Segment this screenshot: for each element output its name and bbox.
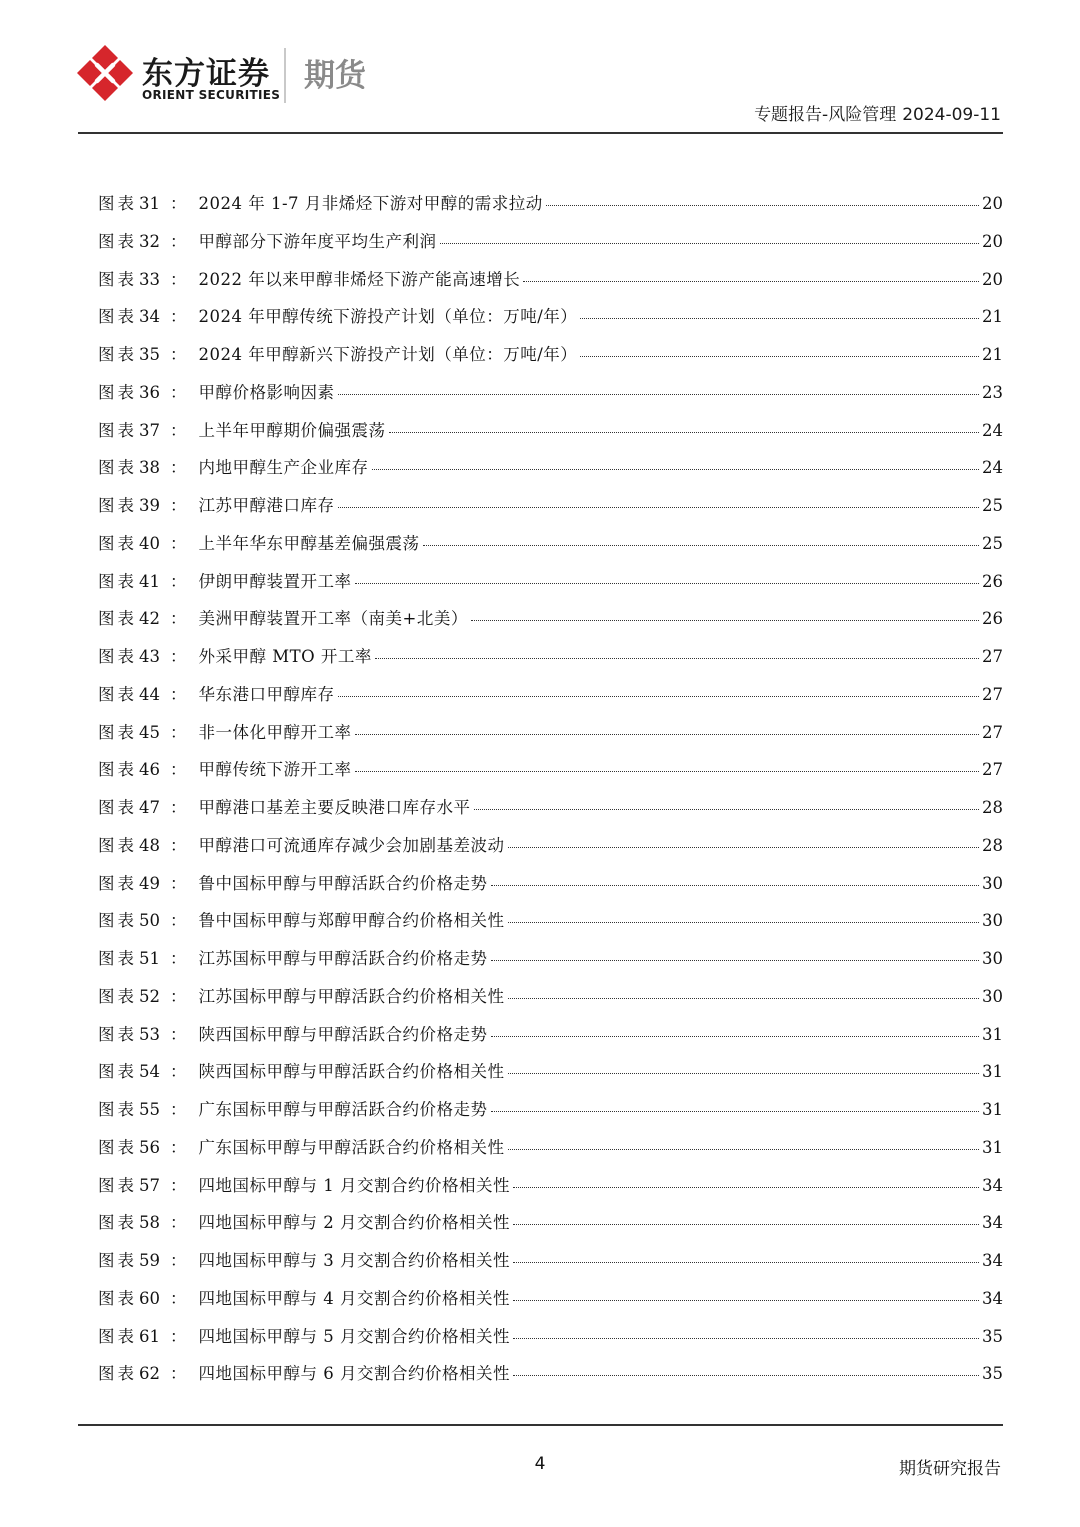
toc-title: 甲醇部分下游年度平均生产利润: [198, 231, 437, 251]
toc-page-number: 35: [982, 1364, 1003, 1384]
toc-colon: ：: [170, 1364, 187, 1384]
toc-colon: ：: [170, 269, 187, 289]
report-date: 2024-09-11: [902, 105, 1001, 125]
toc-entry[interactable]: [98, 1360, 1003, 1398]
toc-page-number: 24: [982, 458, 1003, 478]
toc-figure-number: 47: [139, 798, 160, 817]
toc-leader-dots: [508, 997, 980, 999]
toc-leader-dots: [546, 204, 979, 206]
toc-page-number: 20: [982, 269, 1003, 289]
figure-index: [98, 190, 1003, 1398]
toc-entry[interactable]: [98, 1096, 1003, 1134]
toc-colon: ：: [170, 798, 187, 817]
toc-entry[interactable]: [98, 794, 1003, 832]
header-rule: [78, 132, 1003, 134]
toc-prefix: 图表: [98, 194, 137, 213]
toc-prefix: 图表: [98, 1251, 137, 1270]
toc-title: 四地国标甲醇与 3 月交割合约价格相关性: [198, 1251, 510, 1270]
toc-title: 江苏国标甲醇与甲醇活跃合约价格相关性: [198, 986, 505, 1006]
toc-page-number: 34: [982, 1213, 1003, 1233]
toc-prefix: 图表: [98, 911, 137, 931]
toc-page-number: 30: [982, 911, 1003, 931]
toc-page-number: 27: [982, 647, 1003, 666]
toc-prefix: 图表: [98, 949, 137, 968]
toc-figure-number: 54: [139, 1062, 160, 1082]
toc-title: 甲醇港口可流通库存减少会加剧基差波动: [198, 835, 505, 855]
toc-prefix: 图表: [98, 307, 137, 327]
toc-leader-dots: [389, 431, 980, 433]
toc-figure-number: 53: [139, 1024, 160, 1044]
toc-colon: ：: [170, 911, 187, 931]
toc-page-number: 20: [982, 194, 1003, 213]
toc-leader-dots: [440, 242, 980, 244]
toc-entry[interactable]: [98, 492, 1003, 530]
toc-prefix: 图表: [98, 609, 137, 629]
toc-prefix: 图表: [98, 798, 137, 817]
toc-figure-number: 36: [139, 382, 160, 402]
toc-page-number: 25: [982, 496, 1003, 515]
toc-figure-number: 56: [139, 1137, 160, 1157]
toc-title: 四地国标甲醇与 6 月交割合约价格相关性: [198, 1364, 510, 1384]
toc-colon: ：: [170, 647, 187, 666]
toc-figure-number: 45: [139, 722, 160, 742]
toc-title: 华东港口甲醇库存: [198, 684, 335, 704]
toc-figure-number: 46: [139, 760, 160, 780]
toc-figure-number: 42: [139, 609, 160, 629]
toc-title: 鲁中国标甲醇与郑醇甲醇合约价格相关性: [198, 911, 505, 931]
toc-page-number: 30: [982, 986, 1003, 1006]
toc-title: 内地甲醇生产企业库存: [198, 458, 369, 478]
toc-colon: ：: [170, 382, 187, 402]
toc-title: 美洲甲醇装置开工率（南美+北美）: [198, 609, 468, 629]
toc-page-number: 26: [982, 609, 1003, 629]
toc-figure-number: 31: [139, 194, 160, 213]
toc-entry[interactable]: [98, 568, 1003, 606]
toc-colon: ：: [170, 231, 187, 251]
toc-entry[interactable]: [98, 1323, 1003, 1361]
toc-figure-number: 49: [139, 873, 160, 893]
toc-page-number: 20: [982, 231, 1003, 251]
toc-prefix: 图表: [98, 1137, 137, 1157]
page-number: 4: [534, 1454, 546, 1474]
toc-colon: ：: [170, 307, 187, 327]
toc-page-number: 35: [982, 1326, 1003, 1346]
toc-title: 四地国标甲醇与 5 月交割合约价格相关性: [198, 1326, 510, 1346]
toc-prefix: 图表: [98, 1175, 137, 1195]
toc-prefix: 图表: [98, 1364, 137, 1384]
toc-page-number: 27: [982, 722, 1003, 742]
toc-colon: ：: [170, 1100, 187, 1119]
toc-entry[interactable]: [98, 341, 1003, 379]
toc-colon: ：: [170, 1175, 187, 1195]
toc-title: 2024 年甲醇传统下游投产计划（单位：万吨/年）: [198, 307, 578, 327]
toc-page-number: 23: [982, 382, 1003, 402]
toc-colon: ：: [170, 1288, 187, 1308]
toc-page-number: 21: [982, 307, 1003, 327]
toc-figure-number: 38: [139, 458, 160, 478]
toc-page-number: 31: [982, 1100, 1003, 1119]
toc-leader-dots: [491, 959, 980, 961]
toc-figure-number: 43: [139, 647, 160, 666]
toc-prefix: 图表: [98, 1062, 137, 1082]
toc-entry[interactable]: [98, 832, 1003, 870]
toc-prefix: 图表: [98, 420, 137, 440]
footer-label: 期货研究报告: [899, 1459, 1001, 1479]
toc-colon: ：: [170, 986, 187, 1006]
toc-leader-dots: [508, 1072, 980, 1074]
toc-colon: ：: [170, 1213, 187, 1233]
toc-title: 四地国标甲醇与 4 月交割合约价格相关性: [198, 1288, 510, 1308]
brand-name-en: ORIENT SECURITIES: [142, 88, 281, 102]
toc-entry[interactable]: [98, 266, 1003, 304]
toc-figure-number: 40: [139, 533, 160, 553]
toc-figure-number: 39: [139, 496, 160, 515]
toc-leader-dots: [338, 506, 980, 508]
toc-leader-dots: [513, 1186, 979, 1188]
toc-entry[interactable]: [98, 756, 1003, 794]
toc-page-number: 31: [982, 1062, 1003, 1082]
toc-prefix: 图表: [98, 269, 137, 289]
toc-title: 上半年华东甲醇基差偏强震荡: [198, 533, 420, 553]
toc-page-number: 34: [982, 1175, 1003, 1195]
toc-prefix: 图表: [98, 1024, 137, 1044]
toc-page-number: 31: [982, 1024, 1003, 1044]
toc-page-number: 28: [982, 835, 1003, 855]
toc-leader-dots: [513, 1299, 979, 1301]
toc-leader-dots: [508, 1148, 980, 1150]
toc-page-number: 21: [982, 345, 1003, 364]
toc-leader-dots: [355, 582, 980, 584]
toc-figure-number: 60: [139, 1288, 160, 1308]
toc-title: 广东国标甲醇与甲醇活跃合约价格相关性: [198, 1137, 505, 1157]
toc-title: 2024 年 1-7 月非烯烃下游对甲醇的需求拉动: [198, 194, 543, 213]
page-header: [0, 0, 1080, 140]
toc-colon: ：: [170, 345, 187, 364]
toc-colon: ：: [170, 609, 187, 629]
toc-title: 甲醇价格影响因素: [198, 382, 335, 402]
toc-colon: ：: [170, 1137, 187, 1157]
toc-colon: ：: [170, 1062, 187, 1082]
toc-entry[interactable]: [98, 907, 1003, 945]
toc-leader-dots: [355, 770, 980, 772]
toc-prefix: 图表: [98, 231, 137, 251]
toc-leader-dots: [523, 280, 979, 282]
toc-title: 外采甲醇 MTO 开工率: [198, 647, 372, 666]
toc-leader-dots: [513, 1337, 979, 1339]
toc-leader-dots: [513, 1223, 979, 1225]
toc-prefix: 图表: [98, 873, 137, 893]
toc-colon: ：: [170, 1251, 187, 1270]
footer-rule: [78, 1424, 1003, 1426]
toc-colon: ：: [170, 496, 187, 515]
toc-leader-dots: [423, 544, 980, 546]
toc-leader-dots: [372, 468, 980, 470]
toc-figure-number: 41: [139, 571, 160, 591]
toc-figure-number: 35: [139, 345, 160, 364]
toc-leader-dots: [508, 921, 980, 923]
toc-entry[interactable]: [98, 605, 1003, 643]
toc-title: 2024 年甲醇新兴下游投产计划（单位：万吨/年）: [198, 345, 578, 364]
toc-leader-dots: [491, 1035, 980, 1037]
toc-entry[interactable]: [98, 681, 1003, 719]
toc-entry[interactable]: [98, 719, 1003, 757]
toc-figure-number: 51: [139, 949, 160, 968]
toc-colon: ：: [170, 420, 187, 440]
toc-entry[interactable]: [98, 1058, 1003, 1096]
toc-figure-number: 52: [139, 986, 160, 1006]
toc-leader-dots: [471, 619, 979, 621]
toc-prefix: 图表: [98, 647, 137, 666]
toc-leader-dots: [355, 733, 980, 735]
toc-colon: ：: [170, 533, 187, 553]
toc-figure-number: 32: [139, 231, 160, 251]
toc-colon: ：: [170, 571, 187, 591]
toc-title: 鲁中国标甲醇与甲醇活跃合约价格走势: [198, 873, 488, 893]
toc-leader-dots: [491, 884, 980, 886]
toc-title: 四地国标甲醇与 2 月交割合约价格相关性: [198, 1213, 510, 1233]
toc-page-number: 34: [982, 1288, 1003, 1308]
toc-entry[interactable]: [98, 1134, 1003, 1172]
toc-entry[interactable]: [98, 1247, 1003, 1285]
toc-leader-dots: [508, 846, 980, 848]
toc-entry[interactable]: [98, 417, 1003, 455]
toc-prefix: 图表: [98, 496, 137, 515]
toc-title: 陕西国标甲醇与甲醇活跃合约价格走势: [198, 1024, 488, 1044]
toc-prefix: 图表: [98, 1213, 137, 1233]
toc-colon: ：: [170, 194, 187, 213]
toc-colon: ：: [170, 760, 187, 780]
toc-entry[interactable]: [98, 303, 1003, 341]
toc-entry[interactable]: [98, 945, 1003, 983]
toc-figure-number: 58: [139, 1213, 160, 1233]
toc-prefix: 图表: [98, 684, 137, 704]
toc-colon: ：: [170, 684, 187, 704]
toc-title: 2022 年以来甲醇非烯烃下游产能高速增长: [198, 269, 521, 289]
toc-prefix: 图表: [98, 835, 137, 855]
toc-colon: ：: [170, 873, 187, 893]
brand-name-cn: 东方证券: [142, 56, 270, 92]
toc-entry[interactable]: [98, 228, 1003, 266]
toc-colon: ：: [170, 1024, 187, 1044]
toc-page-number: 27: [982, 760, 1003, 780]
toc-entry[interactable]: [98, 870, 1003, 908]
toc-prefix: 图表: [98, 533, 137, 553]
toc-title: 江苏甲醇港口库存: [198, 496, 335, 515]
toc-page-number: 34: [982, 1251, 1003, 1270]
toc-page-number: 30: [982, 873, 1003, 893]
toc-title: 广东国标甲醇与甲醇活跃合约价格走势: [198, 1100, 488, 1119]
toc-leader-dots: [580, 355, 979, 357]
toc-title: 伊朗甲醇装置开工率: [198, 571, 352, 591]
toc-figure-number: 33: [139, 269, 160, 289]
toc-colon: ：: [170, 1326, 187, 1346]
report-type: [748, 100, 1001, 125]
toc-prefix: 图表: [98, 1326, 137, 1346]
toc-prefix: 图表: [98, 571, 137, 591]
toc-figure-number: 44: [139, 684, 160, 704]
toc-leader-dots: [338, 393, 980, 395]
toc-figure-number: 50: [139, 911, 160, 931]
toc-page-number: 27: [982, 684, 1003, 704]
toc-page-number: 31: [982, 1137, 1003, 1157]
brand-divider: [284, 48, 286, 103]
toc-prefix: 图表: [98, 722, 137, 742]
toc-figure-number: 48: [139, 835, 160, 855]
toc-leader-dots: [375, 657, 979, 659]
orient-securities-logo-icon: [76, 44, 134, 102]
toc-figure-number: 61: [139, 1326, 160, 1346]
toc-leader-dots: [513, 1261, 979, 1263]
report-type-label: 专题报告-风险管理: [754, 105, 897, 125]
toc-colon: ：: [170, 949, 187, 968]
toc-title: 非一体化甲醇开工率: [198, 722, 352, 742]
toc-page-number: 24: [982, 420, 1003, 440]
toc-colon: ：: [170, 458, 187, 478]
toc-entry[interactable]: [98, 643, 1003, 681]
toc-leader-dots: [580, 317, 979, 319]
toc-prefix: 图表: [98, 382, 137, 402]
toc-prefix: 图表: [98, 986, 137, 1006]
toc-prefix: 图表: [98, 760, 137, 780]
toc-entry[interactable]: [98, 983, 1003, 1021]
toc-title: 上半年甲醇期价偏强震荡: [198, 420, 386, 440]
toc-colon: ：: [170, 722, 187, 742]
toc-page-number: 26: [982, 571, 1003, 591]
toc-title: 江苏国标甲醇与甲醇活跃合约价格走势: [198, 949, 488, 968]
toc-page-number: 30: [982, 949, 1003, 968]
toc-colon: ：: [170, 835, 187, 855]
toc-entry[interactable]: [98, 530, 1003, 568]
toc-leader-dots: [513, 1374, 979, 1376]
toc-leader-dots: [491, 1110, 980, 1112]
toc-entry[interactable]: [98, 1209, 1003, 1247]
toc-entry[interactable]: [98, 1021, 1003, 1059]
toc-title: 甲醇传统下游开工率: [198, 760, 352, 780]
toc-figure-number: 34: [139, 307, 160, 327]
toc-page-number: 25: [982, 533, 1003, 553]
toc-title: 陕西国标甲醇与甲醇活跃合约价格相关性: [198, 1062, 505, 1082]
toc-title: 四地国标甲醇与 1 月交割合约价格相关性: [198, 1175, 510, 1195]
toc-entry[interactable]: [98, 1285, 1003, 1323]
toc-entry[interactable]: [98, 1172, 1003, 1210]
toc-figure-number: 55: [139, 1100, 160, 1119]
toc-prefix: 图表: [98, 345, 137, 364]
toc-entry[interactable]: [98, 190, 1003, 228]
toc-figure-number: 37: [139, 420, 160, 440]
toc-entry[interactable]: [98, 379, 1003, 417]
toc-prefix: 图表: [98, 1100, 137, 1119]
toc-figure-number: 62: [139, 1364, 160, 1384]
toc-prefix: 图表: [98, 458, 137, 478]
toc-leader-dots: [338, 695, 980, 697]
toc-title: 甲醇港口基差主要反映港口库存水平: [198, 798, 471, 817]
toc-entry[interactable]: [98, 454, 1003, 492]
toc-leader-dots: [474, 808, 980, 810]
toc-figure-number: 57: [139, 1175, 160, 1195]
toc-prefix: 图表: [98, 1288, 137, 1308]
toc-page-number: 28: [982, 798, 1003, 817]
toc-figure-number: 59: [139, 1251, 160, 1270]
brand-division: 期货: [304, 58, 366, 94]
